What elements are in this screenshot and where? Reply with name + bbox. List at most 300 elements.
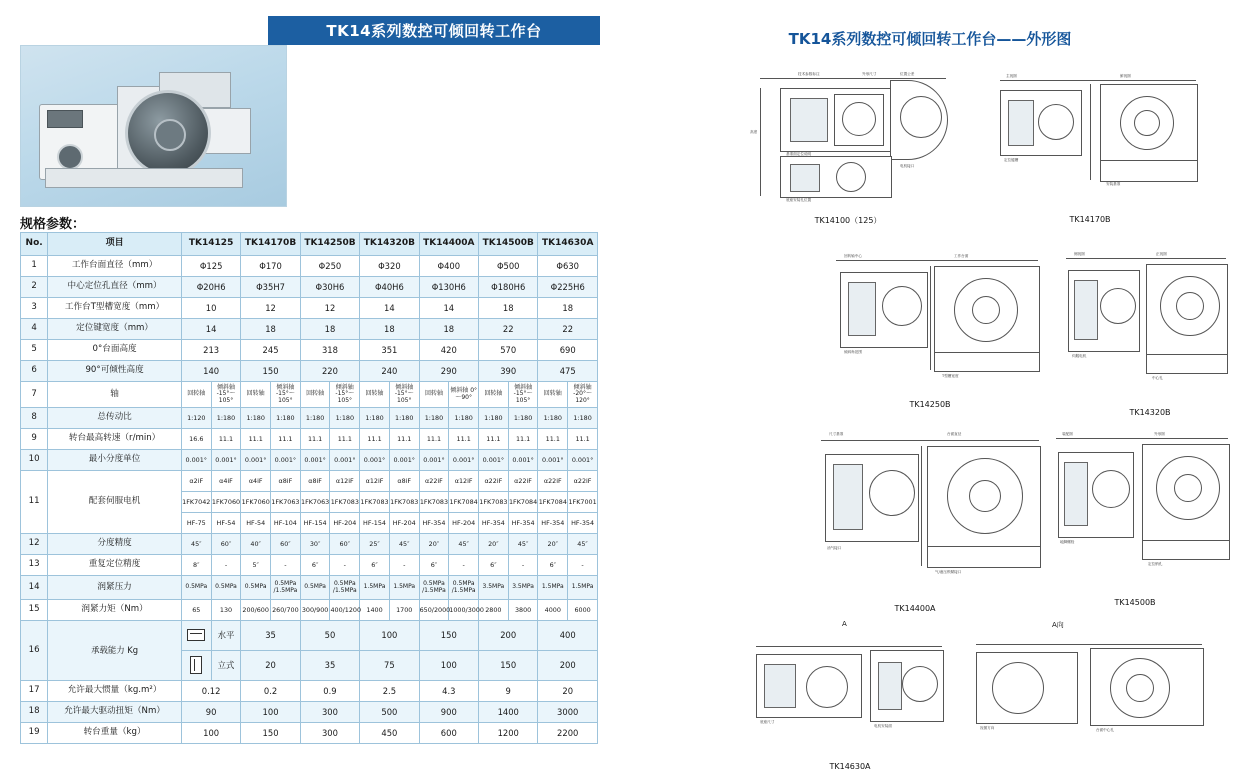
cell: 3.5MPa	[479, 576, 509, 600]
row-no: 16	[21, 621, 48, 681]
drawing-caption: TK14400A	[894, 604, 936, 613]
cell: α22iF	[419, 471, 449, 492]
cell: 0.001°	[508, 450, 538, 471]
cell: 35	[300, 651, 359, 681]
cell: 0.9	[300, 681, 359, 702]
cell: 1.5MPa	[538, 576, 568, 600]
sub-label: 立式	[211, 651, 241, 681]
product-title-bar	[268, 16, 600, 45]
cell: 11.1	[241, 429, 271, 450]
cell: 0.5MPa /1.5MPa	[419, 576, 449, 600]
cell: Φ30H6	[300, 277, 359, 298]
table-row	[21, 534, 598, 555]
cell: 5″	[241, 555, 271, 576]
cell: HF-354	[479, 513, 509, 534]
cell: 回转轴	[479, 382, 509, 408]
cell: 1:180	[449, 408, 479, 429]
cell: 22	[479, 319, 538, 340]
cell: 4.3	[419, 681, 478, 702]
cell: Φ35H7	[241, 277, 300, 298]
cell: 2.5	[360, 681, 419, 702]
cell: -	[389, 555, 419, 576]
cell: 18	[300, 319, 359, 340]
row-item: 承载能力 Kg	[48, 621, 182, 681]
th-tk14170b: TK14170B	[241, 233, 300, 256]
cell: 45″	[568, 534, 598, 555]
cell: 0.5MPa	[241, 576, 271, 600]
drawing-tk14250b: 回转轴中心 工作台面 倾斜角范围 T型槽宽度	[830, 250, 1060, 400]
cell: 0.001°	[568, 450, 598, 471]
cell: HF-204	[330, 513, 360, 534]
th-no: No.	[21, 233, 48, 256]
cell: 6″	[538, 555, 568, 576]
drawing-tk14630a-right: 视图方向 台面中心孔	[970, 640, 1210, 750]
row-no: 15	[21, 600, 48, 621]
cell: Φ630	[538, 256, 598, 277]
cell: 65	[181, 600, 211, 621]
cell: 1FK7042	[181, 492, 211, 513]
cell: HF-54	[211, 513, 241, 534]
cell: 45″	[389, 534, 419, 555]
cell: 14	[181, 319, 240, 340]
cell: 900	[419, 702, 478, 723]
cell: HF-104	[271, 513, 301, 534]
cell: Φ40H6	[360, 277, 419, 298]
cell: 回转轴	[300, 382, 330, 408]
cell: 0.001°	[419, 450, 449, 471]
outline-drawings-title: TK14系列数控可倾回转工作台——外形图	[788, 30, 1072, 48]
cell: 140	[181, 361, 240, 382]
cell: 11.1	[508, 429, 538, 450]
cell: 1FK7083	[360, 492, 390, 513]
row-item: 总传动比	[48, 408, 182, 429]
cell: 回转轴	[181, 382, 211, 408]
cell: 150	[479, 651, 538, 681]
cell: α2iF	[181, 471, 211, 492]
row-item: 最小分度单位	[48, 450, 182, 471]
cell: 9	[479, 681, 538, 702]
cell: 90	[181, 702, 240, 723]
cell: Φ250	[300, 256, 359, 277]
cell: Φ320	[360, 256, 419, 277]
table-row	[21, 576, 598, 600]
row-item: 允许最大惯量（kg.m²）	[48, 681, 182, 702]
cell: 6″	[479, 555, 509, 576]
cell: 75	[360, 651, 419, 681]
cell: 0.001°	[449, 450, 479, 471]
cell: 18	[538, 298, 598, 319]
cell: 20″	[538, 534, 568, 555]
cell: 14	[419, 298, 478, 319]
cell: 1FK7063	[271, 492, 301, 513]
row-no: 8	[21, 408, 48, 429]
sub-label: 水平	[211, 621, 241, 651]
cell: 500	[360, 702, 419, 723]
cell: 1FK7083	[479, 492, 509, 513]
cell: 1:120	[181, 408, 211, 429]
cell: 20	[538, 681, 598, 702]
cell: α22iF	[508, 471, 538, 492]
cell: HF-354	[538, 513, 568, 534]
drawing-caption: TK14250B	[909, 400, 951, 409]
cell: 11.1	[211, 429, 241, 450]
cell: HF-204	[389, 513, 419, 534]
table-row	[21, 723, 598, 744]
cell: 1FK7083	[389, 492, 419, 513]
cell: 300/900	[300, 600, 330, 621]
row-item: 工作台面直径（mm）	[48, 256, 182, 277]
row-no: 10	[21, 450, 48, 471]
specification-table	[20, 232, 598, 744]
cell: α8iF	[300, 471, 330, 492]
cell: 351	[360, 340, 419, 361]
cell: 420	[419, 340, 478, 361]
cell: 1400	[479, 702, 538, 723]
cell: 14	[360, 298, 419, 319]
cell: 35	[241, 621, 300, 651]
machine-illustration	[39, 70, 269, 185]
cell: 300	[300, 702, 359, 723]
th-tk14250b: TK14250B	[300, 233, 359, 256]
cell: -	[508, 555, 538, 576]
cell: 倾斜轴 -15°～105°	[389, 382, 419, 408]
drawing-caption: TK14320B	[1129, 408, 1171, 417]
row-item: 允许最大驱动扭矩（Nm）	[48, 702, 182, 723]
row-no: 17	[21, 681, 48, 702]
th-tk14630a: TK14630A	[538, 233, 598, 256]
cell: 390	[479, 361, 538, 382]
cell: 0.001°	[360, 450, 390, 471]
cell: 倾斜轴 -15°～105°	[508, 382, 538, 408]
cell: 11.1	[300, 429, 330, 450]
cell: 40″	[241, 534, 271, 555]
table-row	[21, 256, 598, 277]
cell: 1200	[479, 723, 538, 744]
row-item: 重复定位精度	[48, 555, 182, 576]
table-row	[21, 319, 598, 340]
cell: 回转轴	[241, 382, 271, 408]
cell: 0.5MPa /1.5MPa	[449, 576, 479, 600]
cell: 245	[241, 340, 300, 361]
cell: 318	[300, 340, 359, 361]
row-item: 转台重量（kg）	[48, 723, 182, 744]
cell: 6000	[568, 600, 598, 621]
drawing-caption: TK14630A	[829, 762, 871, 771]
cell: 1:180	[330, 408, 360, 429]
annotation-a: A	[842, 620, 847, 628]
cell: 200	[538, 651, 598, 681]
cell: 1FK7060	[241, 492, 271, 513]
cell: 18	[479, 298, 538, 319]
cell: α22iF	[479, 471, 509, 492]
th-item: 项目	[48, 233, 182, 256]
cell: 0.001°	[479, 450, 509, 471]
cell: Φ170	[241, 256, 300, 277]
cell: 11.1	[538, 429, 568, 450]
cell: 1:180	[508, 408, 538, 429]
cell: 1FK7001	[568, 492, 598, 513]
cell: α8iF	[389, 471, 419, 492]
cell: 4000	[538, 600, 568, 621]
cell: 60″	[211, 534, 241, 555]
drawing-caption: TK14170B	[1069, 215, 1111, 224]
row-item: 90°可倾性高度	[48, 361, 182, 382]
cell: 2200	[538, 723, 598, 744]
cell: 3.5MPa	[508, 576, 538, 600]
cell: 倾斜轴 0°～90°	[449, 382, 479, 408]
cell: 1:180	[271, 408, 301, 429]
cell: 3800	[508, 600, 538, 621]
cell: α12iF	[330, 471, 360, 492]
cell: 倾斜轴 -15°～105°	[271, 382, 301, 408]
cell: 回转轴	[538, 382, 568, 408]
cell: 1:180	[360, 408, 390, 429]
machine-slot	[47, 110, 83, 128]
drawing-caption: TK14500B	[1114, 598, 1156, 607]
cell: α22iF	[568, 471, 598, 492]
cell: 20″	[479, 534, 509, 555]
cell: 11.1	[479, 429, 509, 450]
cell: HF-154	[360, 513, 390, 534]
cell: 50	[300, 621, 359, 651]
cell: -	[211, 555, 241, 576]
cell: 10	[181, 298, 240, 319]
cell: 0.001°	[300, 450, 330, 471]
cell: 11.1	[449, 429, 479, 450]
cell: 690	[538, 340, 598, 361]
cell: 1700	[389, 600, 419, 621]
cell: 0.001°	[330, 450, 360, 471]
cell: -	[449, 555, 479, 576]
cell: 45″	[449, 534, 479, 555]
cell: α4iF	[211, 471, 241, 492]
cell: Φ20H6	[181, 277, 240, 298]
cell: 1FK7084	[449, 492, 479, 513]
cell: Φ400	[419, 256, 478, 277]
cell: 1400	[360, 600, 390, 621]
row-item: 中心定位孔直径（mm）	[48, 277, 182, 298]
cell: 0.001°	[241, 450, 271, 471]
cell: 25″	[360, 534, 390, 555]
cell: 回转轴	[419, 382, 449, 408]
drawing-caption: TK14100（125）	[814, 216, 882, 225]
drawing-tk14100: 技术参数标注 外形尺寸 位置公差 基准面定位说明 底座安装孔位置 电机接口 高度	[750, 70, 965, 210]
drawing-tk14170b: 主视图 俯视图 定位键槽 安装基准	[990, 70, 1210, 210]
table-row	[21, 555, 598, 576]
table-row	[21, 702, 598, 723]
cell: 18	[419, 319, 478, 340]
cell: HF-204	[449, 513, 479, 534]
table-row	[21, 621, 598, 651]
cell: HF-354	[419, 513, 449, 534]
cell: 0.5MPa	[211, 576, 241, 600]
right-panel	[620, 0, 1240, 781]
cell: 475	[538, 361, 598, 382]
cell: 400/1200	[330, 600, 360, 621]
table-row	[21, 361, 598, 382]
cell: 0.5MPa	[300, 576, 330, 600]
cell: HF-75	[181, 513, 211, 534]
cell: 11.1	[360, 429, 390, 450]
row-item: 工作台T型槽宽度（mm）	[48, 298, 182, 319]
annotation-a-view: A向	[1052, 621, 1064, 629]
row-item: 分度精度	[48, 534, 182, 555]
cell: 220	[300, 361, 359, 382]
cell: Φ130H6	[419, 277, 478, 298]
cell: 22	[538, 319, 598, 340]
cell: 0.12	[181, 681, 240, 702]
row-item: 润紧压力	[48, 576, 182, 600]
table-row	[21, 340, 598, 361]
cell: 100	[181, 723, 240, 744]
row-no: 9	[21, 429, 48, 450]
cell: 45″	[181, 534, 211, 555]
cell: 100	[419, 651, 478, 681]
row-no: 4	[21, 319, 48, 340]
machine-base	[45, 168, 243, 188]
row-item: 0°台面高度	[48, 340, 182, 361]
cell: 0.5MPa /1.5MPa	[330, 576, 360, 600]
cell: 650/2000	[419, 600, 449, 621]
cell: 100	[241, 702, 300, 723]
cell: 11.1	[330, 429, 360, 450]
cell: 150	[241, 361, 300, 382]
cell: 0.5MPa	[181, 576, 211, 600]
cell: 12	[241, 298, 300, 319]
cell: 16.6	[181, 429, 211, 450]
cell: 回转轴	[360, 382, 390, 408]
vertical-icon	[181, 651, 211, 681]
table-row	[21, 600, 598, 621]
table-row	[21, 681, 598, 702]
cell: 1.5MPa	[389, 576, 419, 600]
cell: 45″	[508, 534, 538, 555]
cell: α8iF	[271, 471, 301, 492]
cell: 11.1	[419, 429, 449, 450]
cell: 1FK7084	[508, 492, 538, 513]
row-item: 润紧力矩（Nm）	[48, 600, 182, 621]
cell: 20″	[419, 534, 449, 555]
row-no: 3	[21, 298, 48, 319]
cell: 450	[360, 723, 419, 744]
cell: 18	[241, 319, 300, 340]
row-no: 2	[21, 277, 48, 298]
cell: HF-54	[241, 513, 271, 534]
horizontal-icon	[181, 621, 211, 651]
machine-knob	[57, 144, 83, 170]
cell: 8″	[181, 555, 211, 576]
cell: -	[568, 555, 598, 576]
cell: 150	[419, 621, 478, 651]
cell: 12	[300, 298, 359, 319]
cell: Φ225H6	[538, 277, 598, 298]
cell: HF-154	[300, 513, 330, 534]
cell: HF-354	[508, 513, 538, 534]
row-no: 19	[21, 723, 48, 744]
cell: -	[271, 555, 301, 576]
cell: 1:180	[568, 408, 598, 429]
cell: 1FK7060	[211, 492, 241, 513]
cell: 200/600	[241, 600, 271, 621]
table-header-row	[21, 233, 598, 256]
cell: 1:180	[419, 408, 449, 429]
row-no: 18	[21, 702, 48, 723]
spec-label: 规格参数：	[20, 217, 86, 232]
cell: 1:180	[389, 408, 419, 429]
row-item: 配套伺服电机	[48, 471, 182, 534]
row-item: 转台最高转速（r/min）	[48, 429, 182, 450]
cell: α22iF	[538, 471, 568, 492]
cell: 1FK7063	[300, 492, 330, 513]
table-row	[21, 408, 598, 429]
cell: 130	[211, 600, 241, 621]
cell: 300	[300, 723, 359, 744]
cell: 11.1	[389, 429, 419, 450]
drawing-tk14500b: 装配图 外形图 地脚螺栓 定位销孔	[1050, 430, 1235, 595]
table-row	[21, 429, 598, 450]
rotary-table-face	[125, 90, 211, 176]
cell: 3000	[538, 702, 598, 723]
table-row	[21, 382, 598, 408]
row-no: 13	[21, 555, 48, 576]
cell: 0.001°	[538, 450, 568, 471]
cell: 1000/3000	[449, 600, 479, 621]
cell: 6″	[300, 555, 330, 576]
cell: Φ500	[479, 256, 538, 277]
cell: 1:180	[300, 408, 330, 429]
cell: 60″	[271, 534, 301, 555]
cell: 11.1	[271, 429, 301, 450]
cell: 20	[241, 651, 300, 681]
cell: 1FK7083	[330, 492, 360, 513]
cell: 1.5MPa	[568, 576, 598, 600]
cell: α12iF	[360, 471, 390, 492]
row-no: 12	[21, 534, 48, 555]
row-item: 轴	[48, 382, 182, 408]
cell: 60″	[330, 534, 360, 555]
cell: 1FK7083	[419, 492, 449, 513]
cell: 11.1	[568, 429, 598, 450]
cell: 1.5MPa	[360, 576, 390, 600]
table-row	[21, 450, 598, 471]
cell: 200	[479, 621, 538, 651]
cell: 1FK7084	[538, 492, 568, 513]
cell: 18	[360, 319, 419, 340]
cell: 600	[419, 723, 478, 744]
th-tk14500b: TK14500B	[479, 233, 538, 256]
cell: 400	[538, 621, 598, 651]
drawing-tk14400a: 尺寸基准 台面直径 油气接口 气/液压锁紧接口	[815, 430, 1050, 600]
cell: -	[330, 555, 360, 576]
table-row	[21, 471, 598, 492]
cell: 570	[479, 340, 538, 361]
row-no: 1	[21, 256, 48, 277]
table-row	[21, 298, 598, 319]
th-tk14400a: TK14400A	[419, 233, 478, 256]
row-no: 14	[21, 576, 48, 600]
cell: 290	[419, 361, 478, 382]
cell: 倾斜轴 -15°～105°	[211, 382, 241, 408]
cell: Φ125	[181, 256, 240, 277]
row-no: 5	[21, 340, 48, 361]
cell: 0.5MPa /1.5MPa	[271, 576, 301, 600]
cell: 150	[241, 723, 300, 744]
cell: 240	[360, 361, 419, 382]
cell: 0.001°	[181, 450, 211, 471]
cell: 100	[360, 621, 419, 651]
drawing-tk14630a: 底座尺寸 电机安装面	[750, 640, 950, 750]
cell: 倾斜轴 -20°～120°	[568, 382, 598, 408]
